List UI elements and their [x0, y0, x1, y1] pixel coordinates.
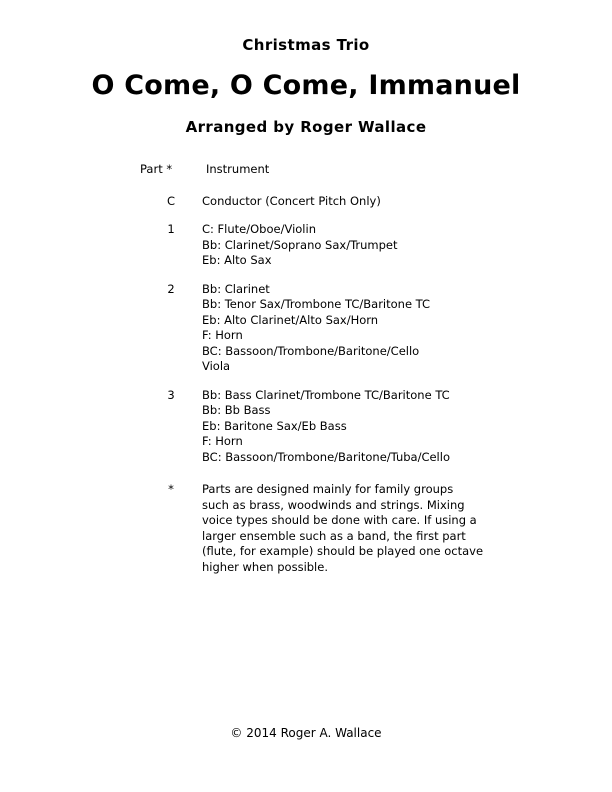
- instrument-line: Bb: Clarinet: [202, 281, 270, 296]
- footnote-line: higher when possible.: [202, 559, 328, 574]
- footnote-marker: *: [168, 482, 174, 496]
- document-subtitle: Christmas Trio: [242, 36, 370, 54]
- footnote-row: [140, 482, 560, 575]
- part-label: 3: [167, 387, 175, 402]
- instrument-list: [202, 222, 560, 269]
- copyright-notice: © 2014 Roger A. Wallace: [230, 726, 382, 740]
- instrument-line: Conductor (Concert Pitch Only): [202, 193, 381, 208]
- instrument-line: Bb: Tenor Sax/Trombone TC/Baritone TC: [202, 297, 431, 311]
- table-row: [140, 388, 560, 466]
- table-row: [140, 194, 560, 210]
- instrument-line: Viola: [202, 359, 231, 373]
- instrument-line: Eb: Alto Clarinet/Alto Sax/Horn: [202, 312, 379, 327]
- instrument-line: BC: Bassoon/Trombone/Baritone/Cello: [202, 343, 420, 358]
- instrument-line: Bb: Bb Bass: [202, 403, 271, 417]
- column-header-part: Part *: [140, 162, 173, 176]
- arranger-credit: Arranged by Roger Wallace: [185, 118, 427, 136]
- instrument-table: [140, 162, 560, 588]
- instrument-line: C: Flute/Oboe/Violin: [202, 222, 316, 236]
- part-label: C: [166, 193, 176, 208]
- instrument-list: [202, 194, 560, 210]
- footnote-line: such as brass, woodwinds and strings. Mixing: [202, 497, 465, 512]
- instrument-line: Bb: Clarinet/Soprano Sax/Trumpet: [202, 237, 398, 252]
- footnote-line: voice types should be done with care. If using a: [202, 513, 477, 527]
- instrument-list: [202, 388, 560, 466]
- part-label: 1: [167, 222, 175, 236]
- footnote-line: (flute, for example) should be played one octave: [202, 544, 484, 558]
- column-header-instrument: Instrument: [206, 162, 270, 176]
- table-row: [140, 282, 560, 375]
- instrument-line: Eb: Alto Sax: [202, 253, 272, 267]
- instrument-line: Eb: Baritone Sax/Eb Bass: [202, 418, 347, 433]
- part-label: 2: [167, 281, 175, 296]
- footnote-line: Parts are designed mainly for family groups: [202, 482, 454, 496]
- footnote-text: [202, 482, 560, 575]
- table-row: [140, 222, 560, 269]
- instrument-line: BC: Bassoon/Trombone/Baritone/Tuba/Cello: [202, 449, 450, 464]
- instrument-line: F: Horn: [202, 328, 243, 342]
- instrument-line: Bb: Bass Clarinet/Trombone TC/Baritone TC: [202, 387, 450, 402]
- footnote-line: larger ensemble such as a band, the first part: [202, 528, 466, 543]
- table-header-row: [140, 162, 560, 178]
- page-title: O Come, O Come, Immanuel: [91, 70, 521, 101]
- instrument-line: F: Horn: [202, 434, 243, 448]
- instrument-list: [202, 282, 560, 375]
